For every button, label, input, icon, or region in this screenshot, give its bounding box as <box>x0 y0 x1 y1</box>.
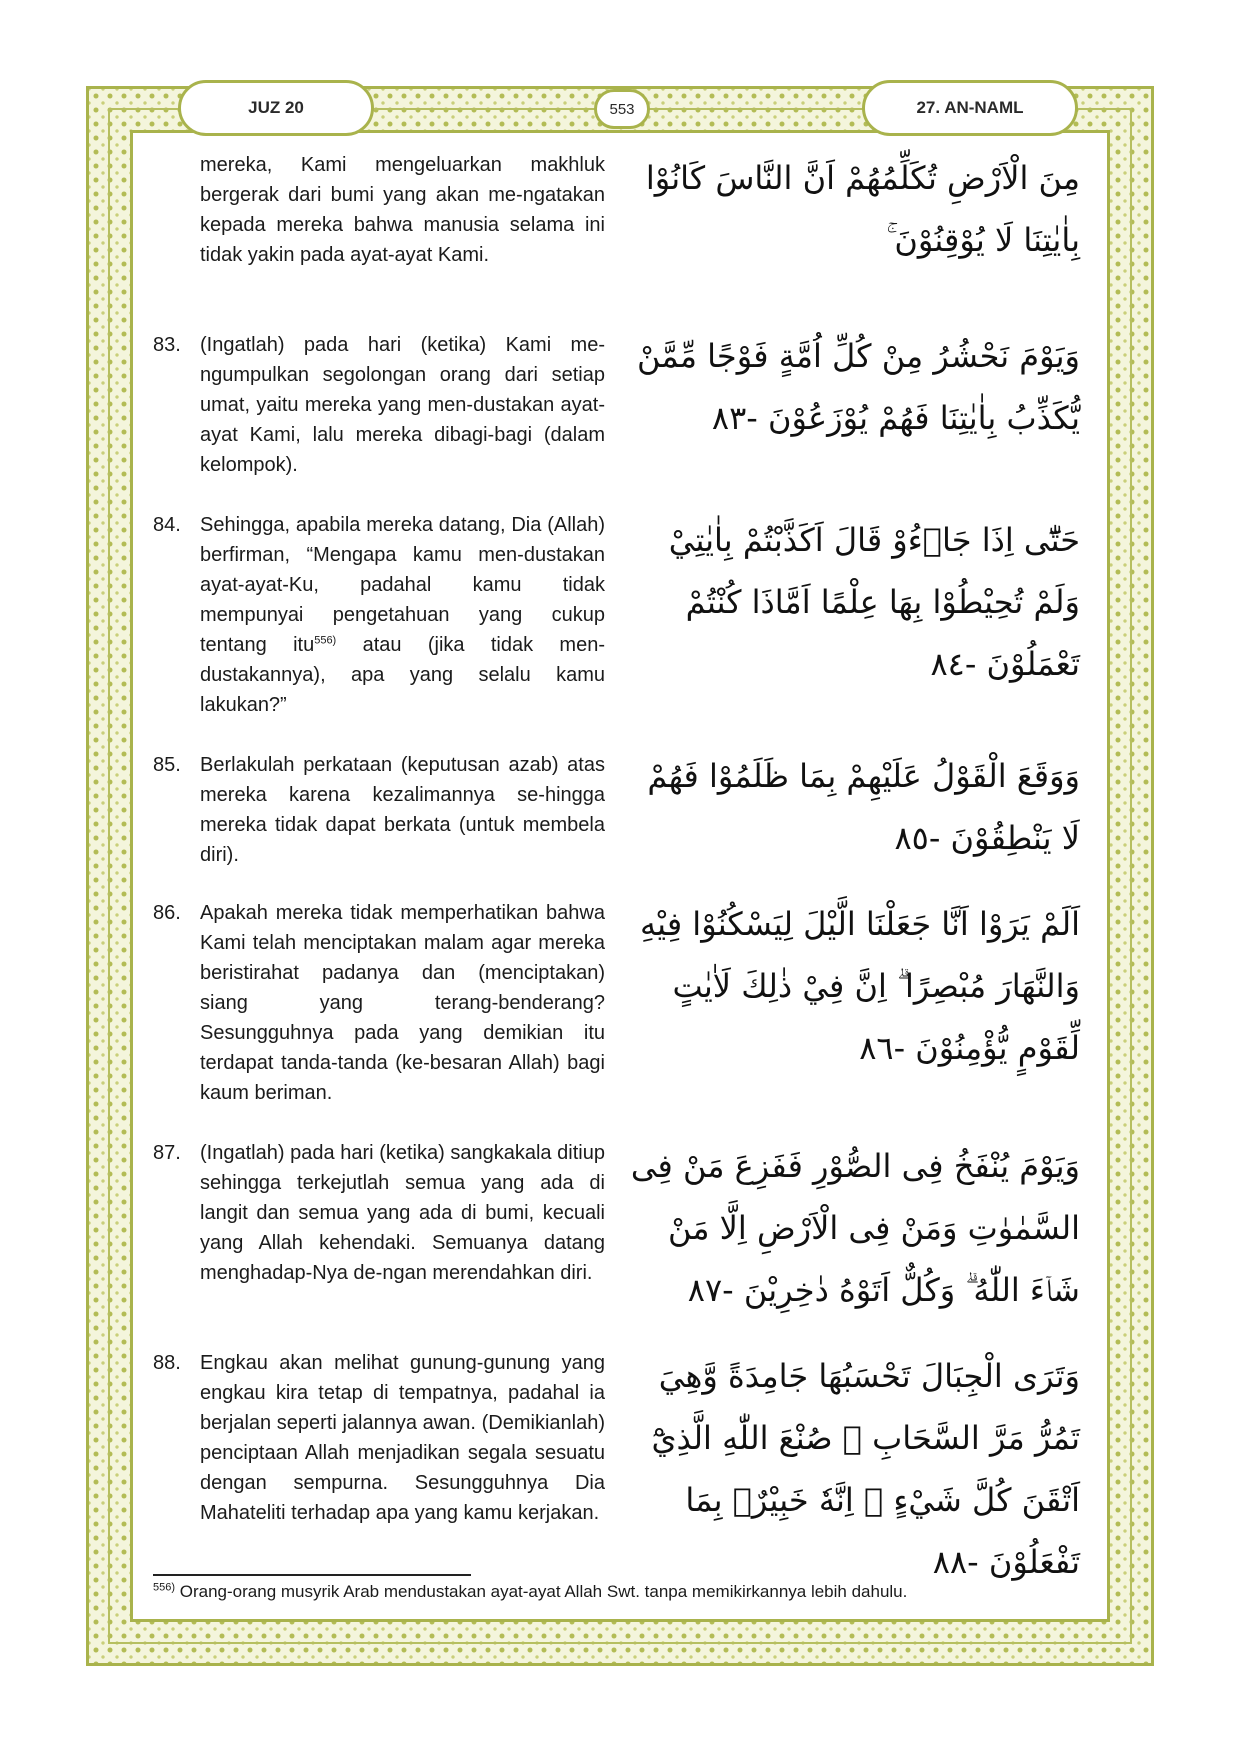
arabic-text: وَوَقَعَ الْقَوْلُ عَلَيْهِمْ بِمَا ظَلَمُوْا فَهُمْ لَا يَنْطِقُوْنَ -٨٥ <box>647 757 1080 857</box>
footnote-marker: 556) <box>153 1581 176 1594</box>
verse-number: 88. <box>153 1352 181 1374</box>
footnote-ref: 556) <box>314 634 337 647</box>
juz-label: JUZ 20 <box>178 80 374 136</box>
verse-number: 84. <box>153 514 181 536</box>
verse-number: 83. <box>153 334 181 356</box>
verse-number: 85. <box>153 754 181 776</box>
arabic-text: وَيَوْمَ يُنْفَخُ فِى الصُّوْرِ فَفَزِعَ مَنْ فِى السَّمٰوٰتِ وَمَنْ فِى الْاَرْضِ اِلَّا مَنْ شَاۤءَ اللّٰهُ ۗ وَكُلٌّ اَتَوْهُ دٰخِرِيْنَ -٨٧ <box>630 1147 1080 1309</box>
verse-number: 87. <box>153 1142 181 1164</box>
translation-text: (Ingatlah) pada hari (ketika) sangkakala ditiup sehingga terkejutlah semua yang ada di langit dan semua yang ada di bumi, kecuali yang Allah kehendaki. Semuanya datang menghadap-Nya de-ngan merendahkan diri. <box>200 1142 605 1284</box>
arabic-text: اَلَمْ يَرَوْا اَنَّا جَعَلْنَا الَّيْلَ لِيَسْكُنُوْا فِيْهِ وَالنَّهَارَ مُبْصِرًا ۗ اِنَّ فِيْ ذٰلِكَ لَاٰيٰتٍ لِّقَوْمٍ يُّؤْمِنُوْنَ -٨٦ <box>640 905 1080 1067</box>
translation-text: Berlakulah perkataan (keputusan azab) atas mereka karena kezalimannya se-hingga mereka tidak dapat berkata (untuk membela diri). <box>200 754 605 866</box>
translation-text: Engkau akan melihat gunung-gunung yang engkau kira tetap di tempatnya, padahal ia berjalan seperti jalannya awan. (Demikianlah) penciptaan Allah menjadikan segala sesuatu dengan sempurna. Sesungguhnya Dia Mahateliti terhadap apa yang kamu kerjakan. <box>200 1352 605 1524</box>
arabic-text: وَتَرَى الْجِبَالَ تَحْسَبُهَا جَامِدَةً وَّهِيَ تَمُرُّ مَرَّ السَّحَابِ ۗ صُنْعَ اللّٰهِ الَّذِيْٓ اَتْقَنَ كُلَّ شَيْءٍ ۗ اِنَّهٗ خَبِيْرٌۢ بِمَا تَفْعَلُوْنَ -٨٨ <box>651 1357 1080 1581</box>
footnote-text: Orang-orang musyrik Arab mendustakan ayat-ayat Allah Swt. tanpa memikirkannya lebih dahulu. <box>175 1582 908 1601</box>
verse-number: 86. <box>153 902 181 924</box>
surah-label: 27. AN-NAML <box>862 80 1078 136</box>
translation-text <box>200 510 605 720</box>
translation-text: Apakah mereka tidak memperhatikan bahwa Kami telah menciptakan malam agar mereka beristirahat padanya dan (menciptakan) siang yang terang-benderang? Sesungguhnya pada yang demikian itu terdapat tanda-tanda (ke-besaran Allah) bagi kaum beriman. <box>200 902 605 1104</box>
arabic-text: مِنَ الْاَرْضِ تُكَلِّمُهُمْ اَنَّ النَّاسَ كَانُوْا بِاٰيٰتِنَا لَا يُوْقِنُوْنَ ۚ <box>645 159 1080 259</box>
translation-text: (Ingatlah) pada hari (ketika) Kami me-ngumpulkan segolongan orang dari setiap umat, yaitu mereka yang men-dustakan ayat-ayat Kami, lalu mereka dibagi-bagi (dalam kelompok). <box>200 334 605 476</box>
arabic-text: حَتّٰٓى اِذَا جَاۤءُوْ قَالَ اَكَذَّبْتُمْ بِاٰيٰتِيْ وَلَمْ تُحِيْطُوْا بِهَا عِلْمًا اَمَّاذَا كُنْتُمْ تَعْمَلُوْنَ -٨٤ <box>668 521 1080 683</box>
translation-text: mereka, Kami mengeluarkan makhluk bergerak dari bumi yang akan me-ngatakan kepada mereka bahwa manusia selama ini tidak yakin pada ayat-ayat Kami. <box>200 154 605 266</box>
translation-part: atau (jika tidak men-dustakannya), apa yang selalu kamu lakukan?” <box>200 634 605 716</box>
translation-part: Sehingga, apabila mereka datang, Dia (Allah) berfirman, “Mengapa kamu men-dustakan ayat-ayat-Ku, padahal kamu tidak mempunyai pengetahuan yang cukup tentang itu <box>200 514 605 656</box>
footnote-separator <box>153 1574 471 1576</box>
arabic-text: وَيَوْمَ نَحْشُرُ مِنْ كُلِّ اُمَّةٍ فَوْجًا مِّمَّنْ يُّكَذِّبُ بِاٰيٰتِنَا فَهُمْ يُوْزَعُوْنَ -٨٣ <box>636 337 1080 437</box>
footnote <box>153 1581 1053 1603</box>
page-number: 553 <box>594 89 650 129</box>
